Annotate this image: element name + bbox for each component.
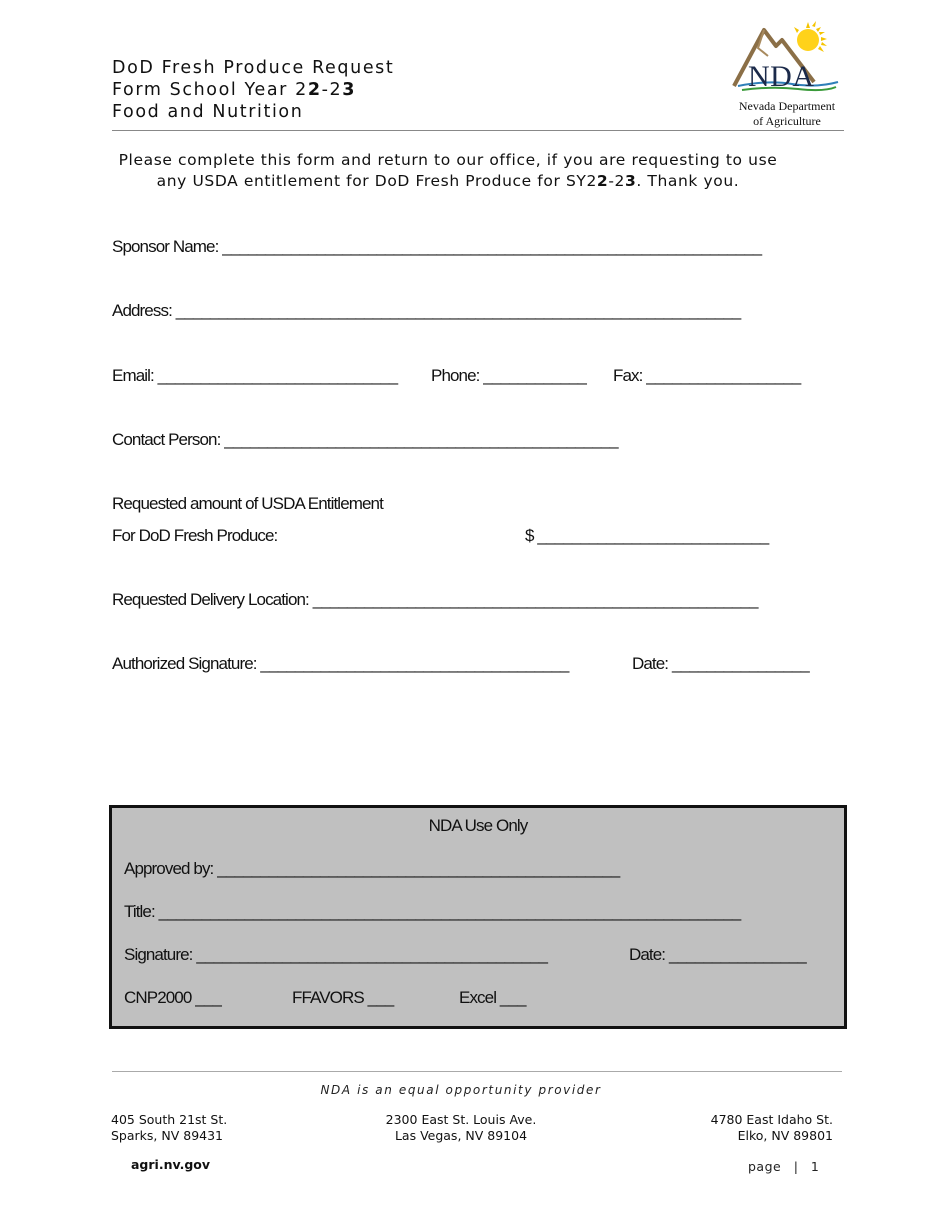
- header-divider: [112, 130, 844, 131]
- title-line-1: DoD Fresh Produce Request: [112, 58, 395, 78]
- page-number: [748, 1159, 819, 1174]
- phone-field[interactable]: Phone: ____________: [431, 366, 586, 385]
- approved-by-field[interactable]: Approved by: _______________________________________________: [124, 859, 620, 878]
- page-separator: |: [793, 1159, 799, 1174]
- requested-amount-label: Requested amount of USDA Entitlement: [112, 494, 383, 513]
- logo-caption-line-2: of Agriculture: [753, 114, 821, 128]
- nda-title-field[interactable]: Title: ____________________________________________________________________: [124, 902, 741, 921]
- nda-logo: [728, 16, 844, 130]
- logo-caption-line-1: Nevada Department: [738, 99, 836, 113]
- email-field[interactable]: Email: ____________________________: [112, 366, 398, 385]
- page-number-value: 1: [810, 1159, 820, 1174]
- website-link[interactable]: agri.nv.gov: [131, 1157, 211, 1172]
- date-field[interactable]: Date: ________________: [632, 654, 809, 673]
- footer-divider: [112, 1071, 842, 1072]
- address-sparks: 405 South 21st St. Sparks, NV 89431: [111, 1112, 228, 1143]
- dod-produce-label: For DoD Fresh Produce:: [112, 526, 278, 545]
- logo-text: NDA: [748, 60, 815, 93]
- page-label: page: [748, 1159, 782, 1174]
- address-field[interactable]: Address: __________________________________________________________________: [112, 301, 741, 320]
- ffavors-field[interactable]: FFAVORS ___: [292, 988, 394, 1007]
- nda-signature-field[interactable]: Signature: _________________________________________: [124, 945, 548, 964]
- equal-opportunity-tagline: NDA is an equal opportunity provider: [320, 1083, 602, 1097]
- cnp2000-field[interactable]: CNP2000 ___: [124, 988, 221, 1007]
- fax-field[interactable]: Fax: __________________: [613, 366, 801, 385]
- address-elko: 4780 East Idaho St. Elko, NV 89801: [710, 1112, 833, 1143]
- authorized-signature-field[interactable]: Authorized Signature: ____________________________________: [112, 654, 569, 673]
- title-line-2: Form School Year 22-23: [112, 80, 357, 100]
- address-las-vegas: 2300 East St. Louis Ave. Las Vegas, NV 89104: [385, 1112, 537, 1143]
- title-line-3: Food and Nutrition: [112, 102, 304, 122]
- form-title: [112, 57, 394, 123]
- nda-use-only-title: NDA Use Only: [428, 816, 528, 835]
- nda-date-field[interactable]: Date: ________________: [629, 945, 806, 964]
- delivery-location-field[interactable]: Requested Delivery Location: ____________________________________________________: [112, 590, 758, 609]
- contact-person-field[interactable]: Contact Person: ______________________________________________: [112, 430, 618, 449]
- sponsor-name-field[interactable]: Sponsor Name: _______________________________________________________________: [112, 237, 762, 256]
- intro-paragraph: Please complete this form and return to our office, if you are requesting to use any USDA entitlement for DoD Fresh Produce for SY22-23. Thank you.: [118, 151, 778, 190]
- excel-field[interactable]: Excel ___: [459, 988, 526, 1007]
- requested-amount-field[interactable]: $ ___________________________: [525, 526, 769, 545]
- nda-use-only-box: [109, 805, 847, 1029]
